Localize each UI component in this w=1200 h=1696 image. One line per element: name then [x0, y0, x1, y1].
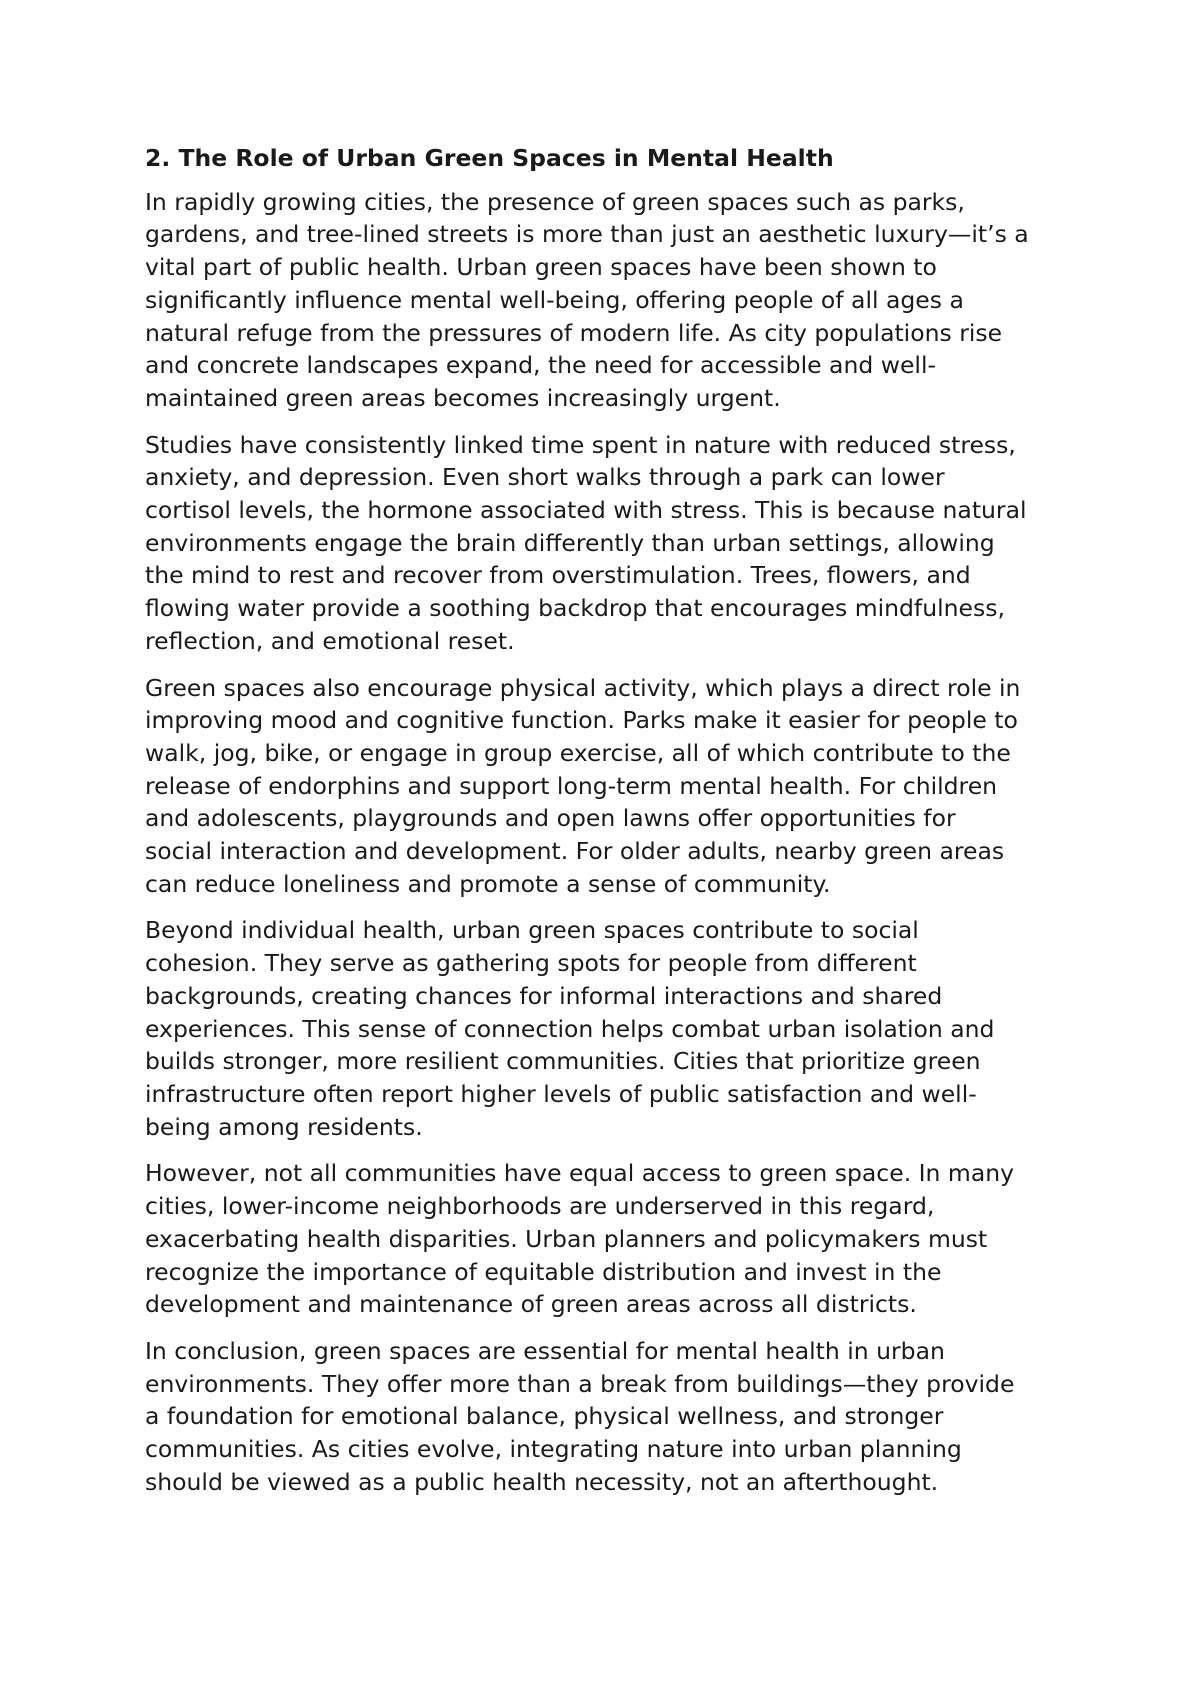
paragraph-line: cortisol levels, the hormone associated with stress. This is because natural: [145, 496, 1027, 525]
paragraph-line: builds stronger, more resilient communities. Cities that prioritize green: [145, 1047, 981, 1076]
paragraph-line: can reduce loneliness and promote a sense of community.: [145, 869, 831, 898]
paragraph-line: maintained green areas becomes increasingly urgent.: [145, 383, 781, 412]
paragraph: [145, 1157, 1075, 1321]
paragraph-line: communities. As cities evolve, integrating nature into urban planning: [145, 1435, 962, 1464]
paragraph-line: However, not all communities have equal access to green space. In many: [145, 1159, 1015, 1188]
paragraph-line: reflection, and emotional reset.: [145, 626, 515, 655]
paragraph-line: should be viewed as a public health necessity, not an afterthought.: [145, 1467, 939, 1496]
paragraph-line: being among residents.: [145, 1112, 423, 1141]
paragraph-line: environments. They offer more than a break from buildings—they provide: [145, 1369, 1015, 1398]
paragraph-line: Green spaces also encourage physical activity, which plays a direct role in: [145, 673, 1021, 702]
paragraph-line: anxiety, and depression. Even short walks through a park can lower: [145, 463, 945, 492]
paragraph-line: cities, lower-income neighborhoods are underserved in this regard,: [145, 1192, 935, 1221]
document-body: [145, 142, 1075, 1512]
paragraph-line: exacerbating health disparities. Urban planners and policymakers must: [145, 1224, 988, 1253]
paragraph-line: release of endorphins and support long-term mental health. For children: [145, 771, 998, 800]
paragraph-line: walk, jog, bike, or engage in group exercise, all of which contribute to the: [145, 738, 1011, 767]
paragraph-line: In conclusion, green spaces are essential for mental health in urban: [145, 1336, 945, 1365]
paragraph-line: vital part of public health. Urban green spaces have been shown to: [145, 253, 937, 282]
paragraph-line: backgrounds, creating chances for informal interactions and shared: [145, 981, 943, 1010]
paragraph-list: [145, 186, 1075, 1499]
paragraph-line: Studies have consistently linked time spent in nature with reduced stress,: [145, 430, 1016, 459]
paragraph-line: Beyond individual health, urban green spaces contribute to social: [145, 916, 919, 945]
paragraph: [145, 914, 1075, 1143]
paragraph-line: recognize the importance of equitable distribution and invest in the: [145, 1257, 942, 1286]
paragraph-line: cohesion. They serve as gathering spots for people from different: [145, 949, 917, 978]
section-heading: 2. The Role of Urban Green Spaces in Mental Health: [145, 144, 834, 172]
paragraph-line: a foundation for emotional balance, physical wellness, and stronger: [145, 1402, 944, 1431]
paragraph-line: gardens, and tree-lined streets is more than just an aesthetic luxury—it’s a: [145, 220, 1029, 249]
paragraph: [145, 672, 1075, 901]
paragraph: [145, 1335, 1075, 1499]
paragraph: [145, 429, 1075, 658]
paragraph-line: development and maintenance of green areas across all districts.: [145, 1290, 917, 1319]
paragraph-line: In rapidly growing cities, the presence of green spaces such as parks,: [145, 187, 965, 216]
paragraph-line: infrastructure often report higher levels of public satisfaction and well-: [145, 1079, 977, 1108]
paragraph-line: significantly influence mental well-being, offering people of all ages a: [145, 285, 964, 314]
paragraph-line: environments engage the brain differently than urban settings, allowing: [145, 528, 995, 557]
paragraph-line: and adolescents, playgrounds and open lawns offer opportunities for: [145, 804, 956, 833]
paragraph-line: the mind to rest and recover from overstimulation. Trees, flowers, and: [145, 561, 971, 590]
paragraph-line: experiences. This sense of connection helps combat urban isolation and: [145, 1014, 995, 1043]
paragraph-line: flowing water provide a soothing backdrop that encourages mindfulness,: [145, 594, 1005, 623]
paragraph-line: and concrete landscapes expand, the need for accessible and well-: [145, 351, 936, 380]
paragraph-line: improving mood and cognitive function. Parks make it easier for people to: [145, 706, 1018, 735]
paragraph-line: natural refuge from the pressures of modern life. As city populations rise: [145, 318, 1003, 347]
paragraph: [145, 186, 1075, 415]
paragraph-line: social interaction and development. For older adults, nearby green areas: [145, 837, 1005, 866]
